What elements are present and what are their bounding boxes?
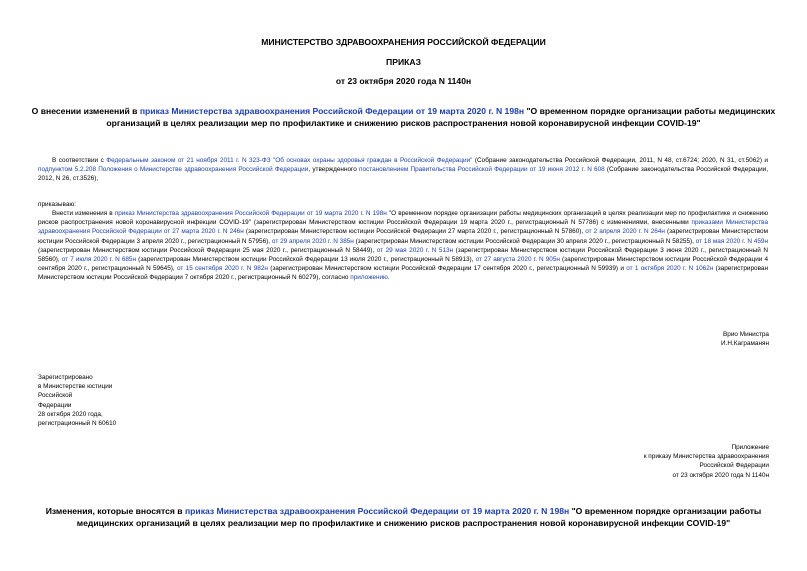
title-prefix: О внесении изменений в — [31, 106, 140, 116]
body-link[interactable]: от 15 сентября 2020 г. N 982н — [176, 265, 268, 273]
body-link[interactable]: приложению — [350, 274, 388, 282]
preamble-text: (Собрание законодательства Российской Федерации, 2012, N 26, ст.3526), — [38, 166, 769, 183]
appendix-line: от 23 октября 2020 года N 1140н — [672, 471, 769, 479]
appendix-title-prefix: Изменения, которые вносятся в — [45, 506, 185, 516]
document-title — [30, 105, 777, 129]
body-link[interactable]: от 29 апреля 2020 г. N 385н — [271, 237, 354, 245]
body-link[interactable]: от 1 октября 2020 г. N 1062н — [626, 265, 714, 273]
registration-line: Зарегистрировано — [38, 374, 93, 381]
preamble-link[interactable]: постановлением Правительства Российской Федерации от 19 июня 2012 г. N 608 — [359, 166, 605, 174]
preamble-link[interactable]: Федеральным законом от 21 ноября 2011 г. N 323-ФЗ "Об основах охраны здоровья граждан в Российской Федерации" — [106, 157, 473, 164]
ministry-heading: МИНИСТЕРСТВО ЗДРАВООХРАНЕНИЯ РОССИЙСКОЙ ФЕДЕРАЦИИ — [261, 37, 546, 47]
body-link[interactable]: от 29 мая 2020 г. N 513н — [376, 246, 454, 254]
registration-block — [38, 373, 116, 428]
preamble-link[interactable]: подпунктом 5.2.208 Положения о Министерстве здравоохранения Российской Федерации — [38, 166, 309, 174]
registration-line: 28 октября 2020 года, — [38, 410, 103, 418]
body-text: (зарегистрирован Министерством юстиции Российской Федерации 4 сентября 2020 г., регистрационный N 59645), — [38, 256, 769, 273]
preamble-text: В соответствии с — [52, 157, 107, 164]
appendix-title-suffix: "О временном порядке организации работы медицинских организаций в целях реализации мер по профилактике и снижению рисков распространения новой коронавирусной инфекции COVID-19" — [76, 506, 762, 528]
body-link[interactable]: приказ Министерства здравоохранения Российской Федерации от 19 марта 2020 г. N 198н — [114, 210, 387, 217]
preamble-text: , утвержденного — [308, 166, 360, 174]
body-paragraph — [38, 209, 768, 283]
body-text: (зарегистрирован Министерством юстиции Российской Федерации 3 июня 2020 г., регистрационный N 58560), — [38, 246, 769, 264]
body-text: (зарегистрирован Министерством юстиции Российской Федерации 17 сентября 2020 г., регистрационный N 59939) и — [267, 265, 627, 273]
body-text: . — [387, 274, 390, 282]
preamble-paragraph — [38, 156, 768, 184]
registration-line: регистрационный N 60610 — [38, 420, 117, 428]
body-text: "О временном порядке организации работы медицинских организаций в целях реализации мер по профилактике и снижению рисков распространения новой коронавирусной инфекции COVID-19" (зарегистрирован Министерством юстиции Российской Федерации 19 марта 2020 г., регистрационный N 57786) с изменениями, внесенными — [38, 210, 768, 227]
body-link[interactable]: от 18 мая 2020 г. N 459н — [695, 237, 768, 245]
registration-line: в Министерстве юстиции — [38, 383, 113, 391]
body-text: (зарегистрирован Министерством юстиции Российской Федерации 3 апреля 2020 г., регистрационный N 57956), — [38, 228, 768, 245]
signature-name: И.Н.Каграманян — [721, 340, 769, 347]
body-link[interactable]: от 2 апреля 2020 г. N 264н — [585, 228, 665, 236]
appendix-line: к приказу Министерства здравоохранения — [643, 453, 769, 461]
document-date-number: от 23 октября 2020 года N 1140н — [335, 76, 472, 86]
body-text: (зарегистрирован Министерством юстиции Российской Федерации 13 июля 2020 г., регистрационный N 58913), — [136, 256, 476, 264]
body-text: (зарегистрирован Министерством юстиции Российской Федерации 25 мая 2020 г., регистрационный N 58449), — [38, 246, 377, 254]
body-text: (зарегистрирован Министерством юстиции Российской Федерации 27 марта 2020 г., регистрационный N 57860), — [243, 228, 586, 236]
appendix-title — [30, 505, 777, 529]
body-link[interactable]: от 27 августа 2020 г. N 905н — [475, 256, 560, 264]
body-link[interactable]: от 7 июля 2020 г. N 685н — [61, 256, 137, 264]
title-suffix: "О временном порядке организации работы медицинских организаций в целях реализации мер по профилактике и снижению рисков распространения новой коронавирусной инфекции COVID-19" — [106, 106, 776, 128]
body-link[interactable]: приказами Министерства здравоохранения Российской Федерации от 27 марта 2020 г. N 246н — [38, 219, 768, 236]
appendix-line: Приложение — [731, 444, 769, 451]
body-text: (зарегистрирован Министерством юстиции Российской Федерации 30 апреля 2020 г., регистрационный N 58255), — [353, 237, 696, 245]
title-order-link[interactable]: приказ Министерства здравоохранения Российской Федерации от 19 марта 2020 г. N 198н — [139, 106, 525, 116]
appendix-title-order-link[interactable]: приказ Министерства здравоохранения Российской Федерации от 19 марта 2020 г. N 198н — [184, 506, 570, 516]
preamble-text: (Собрание законодательства Российской Федерации, 2011, N 48, ст.6724; 2020, N 31, ст.5062) и — [472, 157, 768, 164]
registration-line: Российской — [38, 392, 73, 400]
body-text: (зарегистрирован Министерством юстиции Российской Федерации 7 октября 2020 г., регистрационный N 60279), согласно — [38, 265, 768, 282]
registration-line: Федерации — [38, 401, 72, 409]
document-type: ПРИКАЗ — [386, 57, 421, 67]
order-word: приказываю: — [38, 201, 76, 208]
appendix-line: Российской Федерации — [699, 462, 769, 470]
signature-position: Врио Министра — [723, 331, 769, 338]
body-text: Внести изменения в — [52, 210, 115, 217]
appendix-block — [644, 443, 769, 480]
